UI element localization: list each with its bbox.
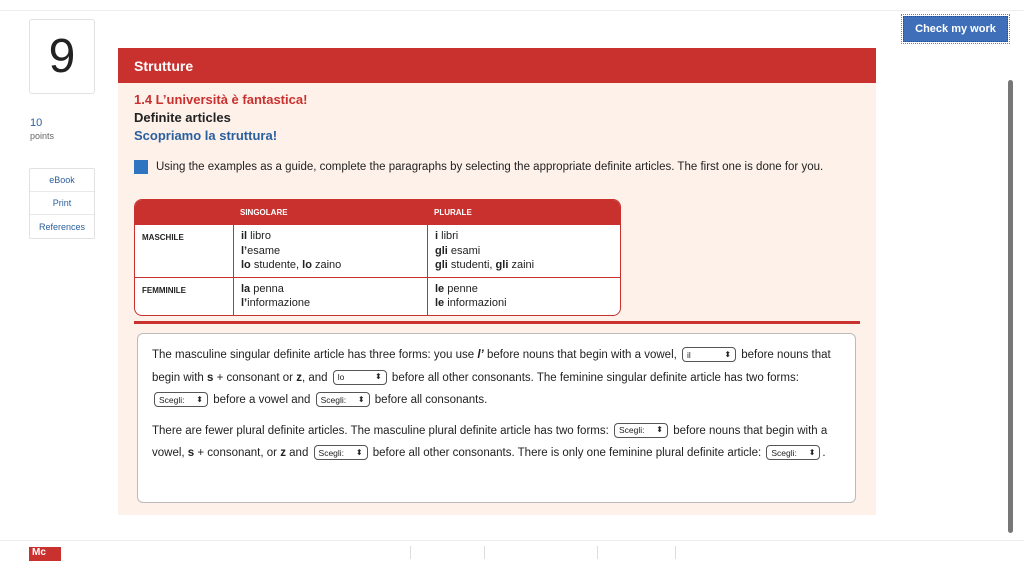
select-value: Scegli: [320,394,347,405]
footer-separator [597,546,598,559]
scrollbar[interactable] [1008,80,1013,533]
table-row [135,224,620,277]
text: before nouns that begin with a vowel, [152,424,828,459]
section-title: 1.4 L’università è fantastica! [134,92,308,107]
select-masc-plural-consonant[interactable] [314,445,368,460]
points-label: points [30,131,55,141]
select-value: il [687,349,691,360]
text-bold: l’ [477,349,484,361]
select-caret-icon: ⬍ [357,394,365,404]
select-masc-plural-vowel[interactable] [614,423,668,438]
text: before nouns that begin with a vowel, [483,349,681,361]
select-masc-sing-vowel[interactable] [682,347,736,362]
text: The masculine singular definite article has three forms: you use [152,349,478,361]
masculine-plural-cell: i libri gli esami gli studenti, gli zaini [427,224,620,277]
text: + consonant, or [194,447,281,459]
references-link[interactable]: References [38,221,86,232]
question-number: 9 [29,19,95,94]
select-masc-sing-s-consonant[interactable] [333,370,387,385]
row-label-feminine: FEMMINILE [135,277,233,315]
instruction-square-icon [134,160,148,174]
section-subtitle: Definite articles [134,110,231,125]
select-caret-icon: ⬍ [724,349,732,359]
text: before nouns that begin with [152,349,831,384]
paragraph-singular [152,344,841,412]
points-value: 10 [30,117,43,129]
text: There are fewer plural definite articles. The masculine plural definite article has two forms: [152,424,612,437]
text-bold: z [296,371,302,384]
select-caret-icon: ⬍ [656,425,663,435]
text: before a vowel and [213,394,314,406]
table-header-empty [135,200,233,224]
side-links [29,168,95,239]
text-bold: s [206,371,214,384]
publisher-logo: Mc [29,547,61,561]
fill-in-box [137,333,856,503]
select-value: Scegli: [619,425,645,436]
section-divider [134,321,860,324]
text: before all other consonants. The feminine singular definite article has two forms: [391,371,799,384]
select-value: Scegli: [159,394,185,405]
feminine-plural-cell: le penne le informazioni [427,277,620,315]
select-value: lo [337,372,345,383]
text: . [822,447,826,459]
select-caret-icon: ⬍ [196,394,203,404]
discover-heading: Scopriamo la struttura! [134,128,278,143]
select-value: Scegli: [318,447,345,458]
top-divider [0,10,1024,11]
exercise-panel [118,48,876,515]
select-fem-sing-vowel[interactable] [154,392,208,407]
table-header-plural: PLURALE [427,200,620,224]
masculine-singular-cell: il libro l’esame lo studente, lo zaino [233,224,427,277]
print-link[interactable]: Print [30,192,94,215]
instructions: Using the examples as a guide, complete the paragraphs by selecting the appropriate definite articles. The first one is done for you. [156,161,824,173]
select-fem-sing-consonant[interactable] [316,392,370,407]
panel-header: Strutture [118,48,876,83]
select-value: Scegli: [771,447,797,458]
text: + consonant or [213,371,297,384]
footer-separator [410,546,411,559]
paragraph-plural [152,420,841,465]
footer-divider [0,540,1024,541]
text: , and [301,371,331,384]
select-fem-plural[interactable] [766,445,820,460]
select-caret-icon: ⬍ [808,447,816,457]
text: before all other consonants. There is only one feminine plural definite article: [372,447,765,459]
text-bold: s [187,447,195,459]
select-caret-icon: ⬍ [355,447,363,457]
ebook-link[interactable]: eBook [30,169,94,192]
footer-separator [484,546,485,559]
text: and [285,447,312,459]
text: before all consonants. [374,394,488,406]
table-row [135,277,620,315]
text-bold: z [280,447,286,459]
articles-table [134,199,621,316]
select-caret-icon: ⬍ [375,372,382,382]
footer-separator [675,546,676,559]
check-my-work-button[interactable]: Check my work [903,16,1008,42]
feminine-singular-cell: la penna l’informazione [233,277,427,315]
row-label-masculine: MASCHILE [135,224,233,277]
table-header-singular: SINGOLARE [233,200,427,224]
